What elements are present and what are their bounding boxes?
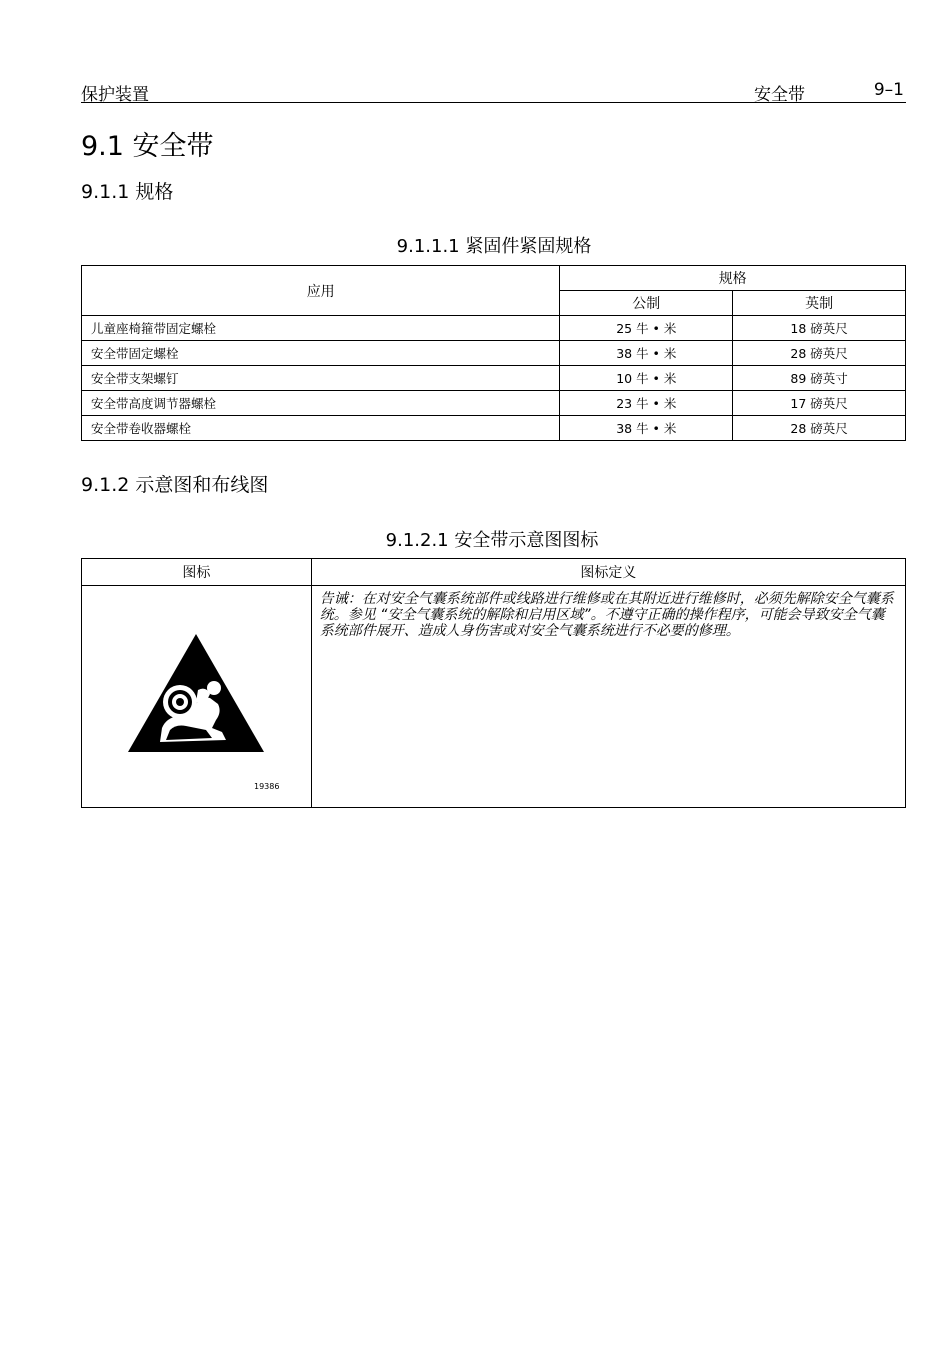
icon-table-caption: 9.1.2.1 安全带示意图图标: [385, 530, 599, 551]
header-section: 安全带: [754, 85, 805, 105]
col-header-spec: 规格: [560, 266, 906, 291]
cell-metric: 23 牛 • 米: [560, 391, 733, 416]
header-chapter: 保护装置: [81, 85, 149, 105]
page-title: 9.1 安全带: [81, 131, 214, 162]
col-header-icon: 图标: [82, 559, 312, 586]
header-page-number: 9–1: [873, 80, 904, 100]
cell-imperial: 28 磅英尺: [733, 341, 906, 366]
col-header-metric: 公制: [560, 291, 733, 316]
cell-application: 儿童座椅箍带固定螺栓: [82, 316, 560, 341]
cell-metric: 25 牛 • 米: [560, 316, 733, 341]
table-row: [82, 316, 906, 341]
col-header-definition: 图标定义: [311, 559, 905, 586]
col-header-imperial: 英制: [733, 291, 906, 316]
table-row: [82, 586, 906, 808]
airbag-warning-icon: [126, 632, 266, 754]
fastener-spec-table: [81, 265, 906, 441]
figure-number: 19386: [254, 782, 280, 791]
cell-application: 安全带高度调节器螺栓: [82, 391, 560, 416]
cell-imperial: 28 磅英尺: [733, 416, 906, 441]
icon-cell: [82, 586, 312, 808]
cell-application: 安全带支架螺钉: [82, 366, 560, 391]
table-row: [82, 391, 906, 416]
section-heading-diagram: 9.1.2 示意图和布线图: [81, 474, 269, 496]
table-row: [82, 341, 906, 366]
cell-metric: 10 牛 • 米: [560, 366, 733, 391]
section-heading-spec: 9.1.1 规格: [81, 181, 174, 203]
icon-definition-table: [81, 558, 906, 808]
cell-metric: 38 牛 • 米: [560, 416, 733, 441]
cell-imperial: 18 磅英尺: [733, 316, 906, 341]
cell-metric: 38 牛 • 米: [560, 341, 733, 366]
col-header-application: 应用: [82, 266, 560, 316]
cell-imperial: 89 磅英寸: [733, 366, 906, 391]
table-row: [82, 416, 906, 441]
table-row: [82, 366, 906, 391]
cell-application: 安全带固定螺栓: [82, 341, 560, 366]
cell-application: 安全带卷收器螺栓: [82, 416, 560, 441]
icon-definition-text: 告诫：在对安全气囊系统部件或线路进行维修或在其附近进行维修时，必须先解除安全气囊系统。参见 “安全气囊系统的解除和启用区域”。不遵守正确的操作程序，可能会导致安全气囊系统部件展开、造成人身伤害或对安全气囊系统进行不必要的修理。: [311, 586, 905, 808]
spec-table-caption: 9.1.1.1 紧固件紧固规格: [396, 236, 592, 257]
page-header: [81, 78, 906, 103]
cell-imperial: 17 磅英尺: [733, 391, 906, 416]
